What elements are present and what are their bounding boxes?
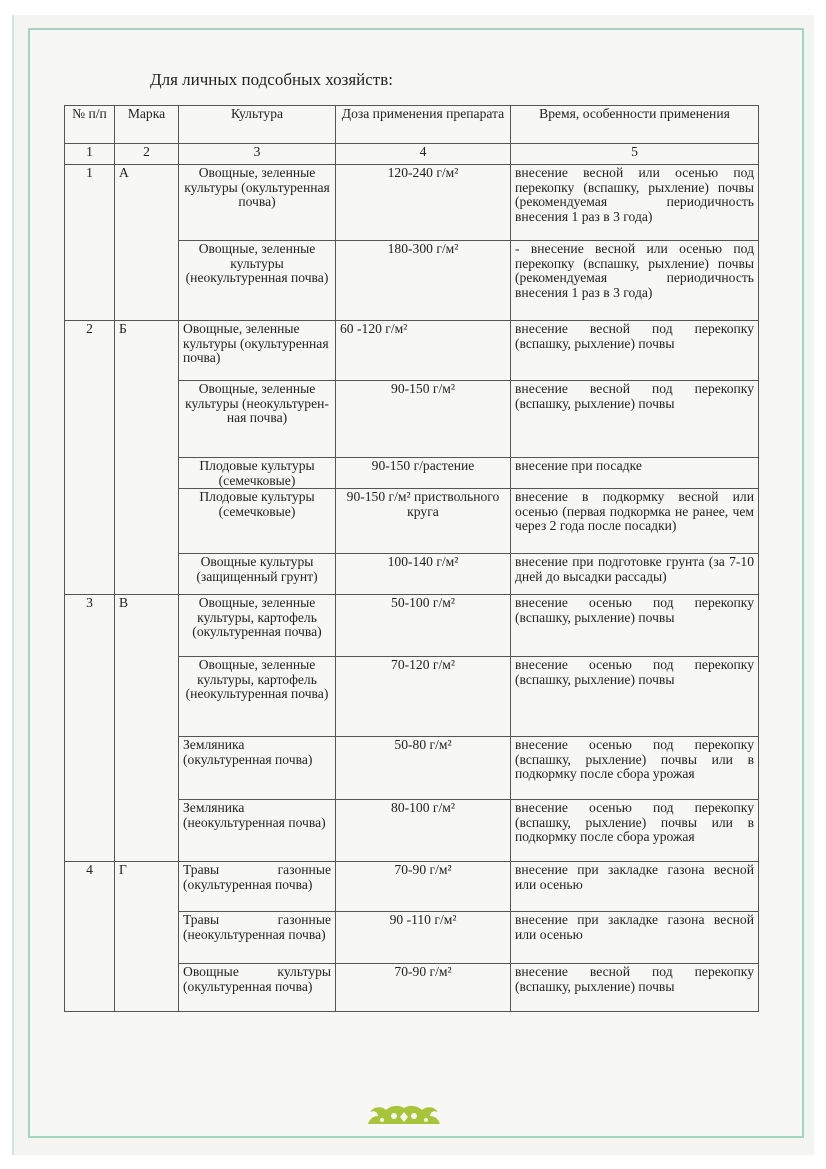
culture-cell: Травы газонные (неокультуренная почва) [179, 912, 336, 964]
dose-cell: 180-300 г/м² [336, 241, 511, 321]
column-number: 1 [65, 144, 115, 165]
column-number-row [65, 144, 759, 165]
culture-cell: Земляника (окультуренная почва) [179, 737, 336, 800]
dose-cell: 90-150 г/м² [336, 381, 511, 458]
application-time-cell: внесение в подкормку весной или осенью (первая подкормка не ранее, чем через 2 года после посадки) [511, 489, 759, 554]
application-time-cell: внесение осенью под перекопку (вспашку, рыхление) почвы или в подкормку после сбора урожая [511, 737, 759, 800]
column-number: 3 [179, 144, 336, 165]
application-time-cell: - внесение весной или осенью под перекопку (вспашку, рыхление) почвы (рекомендуемая периодичность внесения 1 раз в 3 года) [511, 241, 759, 321]
application-time-cell: внесение при закладке газона весной или осенью [511, 862, 759, 912]
application-time-cell: внесение осенью под перекопку (вспашку, рыхление) почвы [511, 657, 759, 737]
row-number: 3 [65, 595, 115, 862]
dose-cell: 120-240 г/м² [336, 165, 511, 241]
column-header: Время, особенности применения [511, 106, 759, 144]
dose-cell: 80-100 г/м² [336, 800, 511, 862]
dose-cell: 90-150 г/растение [336, 458, 511, 489]
culture-cell: Земляника (неокультуренная почва) [179, 800, 336, 862]
column-header: Марка [115, 106, 179, 144]
culture-cell: Плодовые культуры (семечковые) [179, 458, 336, 489]
mark: А [115, 165, 179, 321]
culture-cell: Овощные, зеленные культуры (окультуренная почва) [179, 165, 336, 241]
culture-cell: Овощные, зеленные культуры, картофель (окультуренная почва) [179, 595, 336, 657]
application-time-cell: внесение при подготовке грунта (за 7-10 дней до высадки рассады) [511, 554, 759, 595]
application-time-cell: внесение весной под перекопку (вспашку, рыхление) почвы [511, 321, 759, 381]
dose-cell: 90-150 г/м² приствольного круга [336, 489, 511, 554]
dose-cell: 50-100 г/м² [336, 595, 511, 657]
application-time-cell: внесение осенью под перекопку (вспашку, рыхление) почвы или в подкормку после сбора урожая [511, 800, 759, 862]
column-number: 4 [336, 144, 511, 165]
dose-cell: 90 -110 г/м² [336, 912, 511, 964]
culture-cell: Овощные культуры (окультуренная почва) [179, 964, 336, 1012]
column-number: 5 [511, 144, 759, 165]
section-title: Для личных подсобных хозяйств: [150, 70, 393, 89]
fertilizer-table [64, 105, 759, 1012]
table-row [65, 862, 759, 912]
culture-cell: Овощные, зеленные культуры (неокультуренная почва) [179, 241, 336, 321]
row-number: 2 [65, 321, 115, 595]
application-time-cell: внесение при посадке [511, 458, 759, 489]
culture-cell: Овощные культуры (защищенный грунт) [179, 554, 336, 595]
ornament-icon [364, 1104, 444, 1126]
application-time-cell: внесение весной под перекопку (вспашку, рыхление) почвы [511, 964, 759, 1012]
mark: Б [115, 321, 179, 595]
application-time-cell: внесение весной под перекопку (вспашку, рыхление) почвы [511, 381, 759, 458]
dose-cell: 60 -120 г/м² [336, 321, 511, 381]
culture-cell: Плодовые культуры (семечковые) [179, 489, 336, 554]
dose-cell: 70-120 г/м² [336, 657, 511, 737]
table-header-row [65, 106, 759, 144]
culture-cell: Овощные, зеленные культуры, картофель (неокультуренная почва) [179, 657, 336, 737]
application-time-cell: внесение при закладке газона весной или осенью [511, 912, 759, 964]
table-row [65, 165, 759, 241]
dose-cell: 100-140 г/м² [336, 554, 511, 595]
dose-cell: 50-80 г/м² [336, 737, 511, 800]
column-header: № п/п [65, 106, 115, 144]
application-time-cell: внесение осенью под перекопку (вспашку, рыхление) почвы [511, 595, 759, 657]
culture-cell: Овощные, зеленные культуры (окультуренная почва) [179, 321, 336, 381]
column-header: Культура [179, 106, 336, 144]
mark: Г [115, 862, 179, 1012]
column-header: Доза применения препарата [336, 106, 511, 144]
row-number: 4 [65, 862, 115, 1012]
dose-cell: 70-90 г/м² [336, 964, 511, 1012]
table-row [65, 595, 759, 657]
application-time-cell: внесение весной или осенью под перекопку (вспашку, рыхление) почвы (рекомендуемая периодичность внесения 1 раз в 3 года) [511, 165, 759, 241]
dose-cell: 70-90 г/м² [336, 862, 511, 912]
row-number: 1 [65, 165, 115, 321]
column-number: 2 [115, 144, 179, 165]
table-row [65, 321, 759, 381]
culture-cell: Травы газонные (окультуренная почва) [179, 862, 336, 912]
culture-cell: Овощные, зеленные культуры (неокультурен-ная почва) [179, 381, 336, 458]
mark: В [115, 595, 179, 862]
